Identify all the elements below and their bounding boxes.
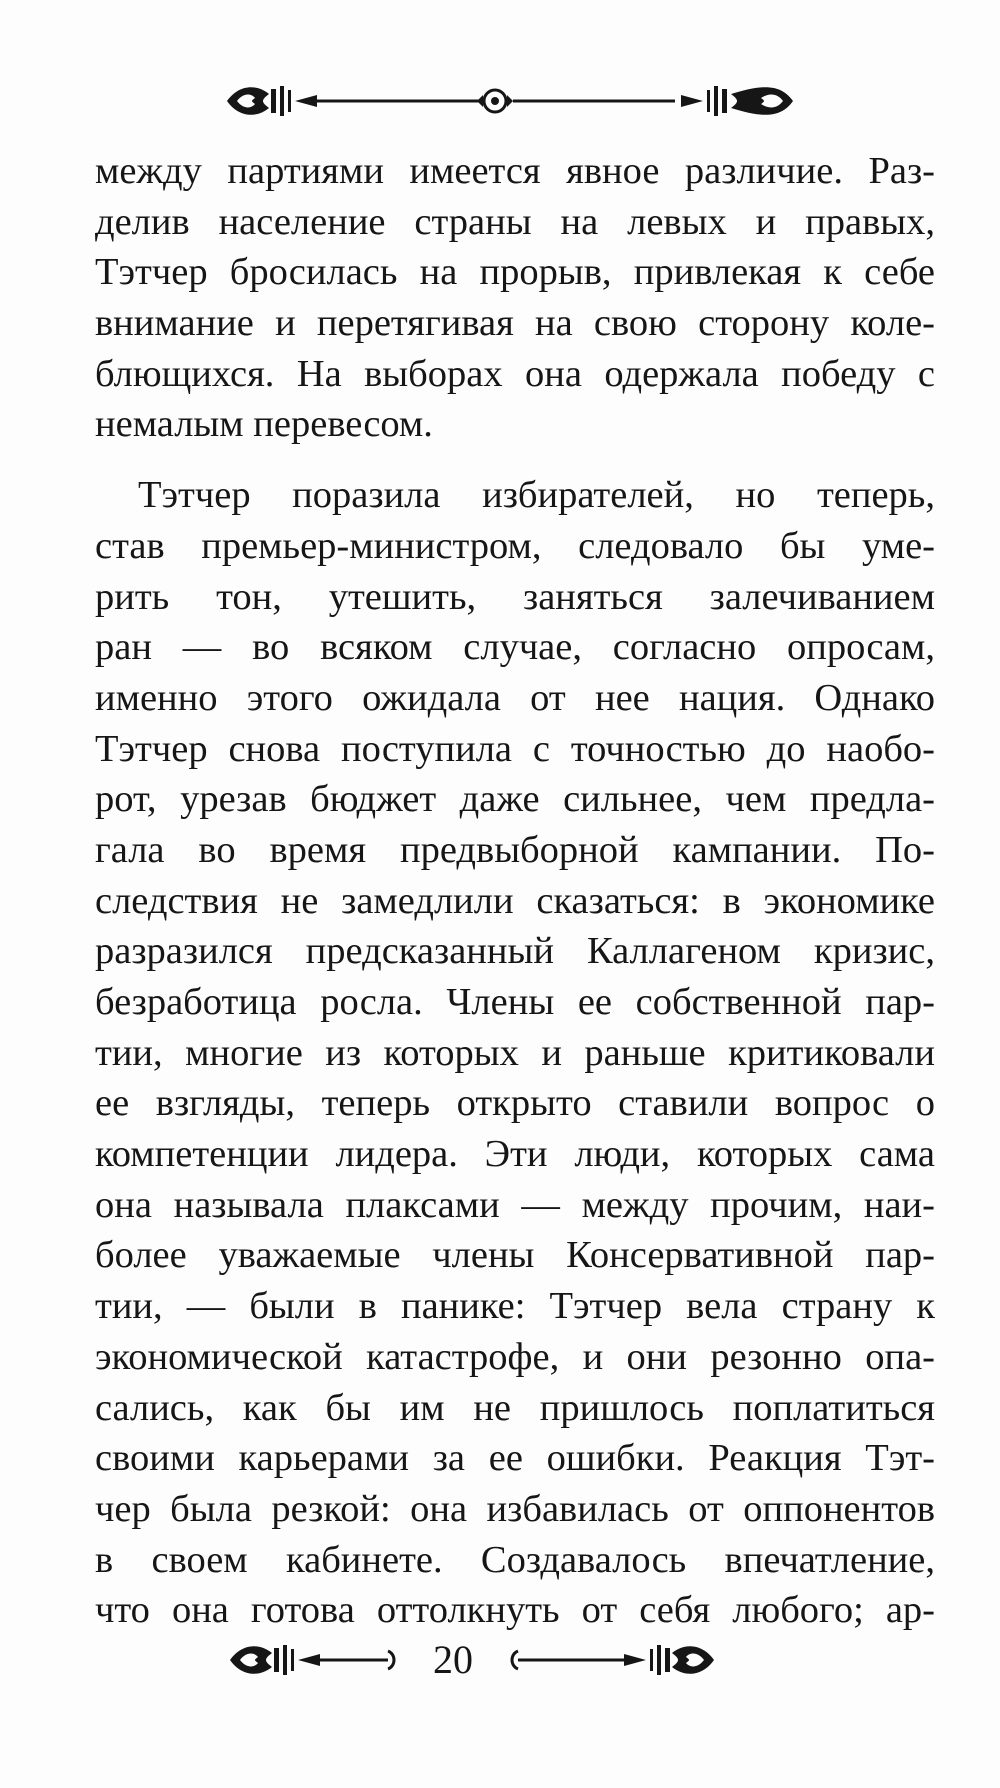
text-line: компетенции лидера. Эти люди, которых сама [95, 1133, 935, 1176]
text-line: экономической катастрофе, и они резонно опа- [95, 1335, 935, 1378]
text-line: тии, многие из которых и раньше критиковали [95, 1031, 935, 1074]
text-line: рот, урезав бюджет даже сильнее, чем предла- [95, 778, 935, 821]
text-line: ее взгляды, теперь открыто ставили вопрос о [95, 1082, 935, 1125]
top-ornament-icon [225, 76, 795, 126]
text-line: делив население страны на левых и правых, [95, 200, 935, 243]
text-line: гала во время предвыборной кампании. По- [95, 828, 935, 871]
text-line: рить тон, утешить, заняться залечиванием [95, 575, 935, 618]
text-line: Тэтчер снова поступила с точностью до наобо- [95, 727, 935, 770]
text-line: ран — во всяком случае, согласно опросам, [95, 626, 935, 669]
body-text [95, 146, 935, 1636]
paragraph-2 [95, 470, 935, 1636]
text-line: следствия не замедлили сказаться: в экономике [95, 879, 935, 922]
text-line: став премьер-министром, следовало бы уме- [95, 524, 935, 567]
text-line: блющихся. На выборах она одержала победу с [95, 352, 935, 395]
text-line: именно этого ожидала от нее нация. Однако [95, 676, 935, 719]
page-number: 20 [433, 1637, 473, 1682]
text-line: тии, — были в панике: Тэтчер вела страну к [95, 1285, 935, 1328]
text-line: Тэтчер поразила избирателей, но теперь, [138, 474, 935, 517]
text-line: своими карьерами за ее ошибки. Реакция Тэт- [95, 1437, 935, 1480]
text-line: сались, как бы им не пришлось поплатиться [95, 1386, 935, 1429]
page-footer [228, 1630, 798, 1690]
text-line: немалым перевесом. [95, 403, 433, 446]
text-line: более уважаемые члены Консервативной пар- [95, 1234, 935, 1277]
text-line: чер была резкой: она избавилась от оппонентов [95, 1487, 935, 1530]
text-line: безработица росла. Члены ее собственной пар- [95, 981, 935, 1023]
text-line: что она готова оттолкнуть от себя любого; ар- [95, 1589, 935, 1632]
text-line: она называла плаксами — между прочим, наи- [95, 1183, 935, 1226]
text-line: между партиями имеется явное различие. Раз- [95, 150, 935, 192]
text-line: в своем кабинете. Создавалось впечатление, [95, 1538, 935, 1581]
text-line: внимание и перетягивая на свою сторону коле- [95, 302, 935, 345]
paragraph-1 [95, 146, 935, 450]
text-line: разразился предсказанный Каллагеном кризис, [95, 930, 935, 973]
text-line: Тэтчер бросилась на прорыв, привлекая к себе [95, 251, 935, 294]
paragraph-gap [95, 450, 935, 470]
